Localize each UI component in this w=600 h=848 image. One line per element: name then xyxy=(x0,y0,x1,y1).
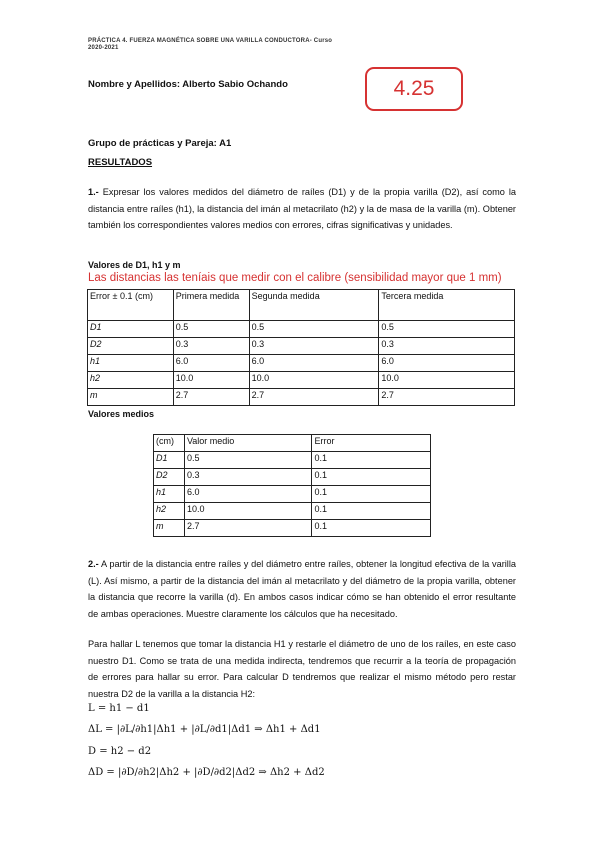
table-cell: 0.1 xyxy=(312,452,431,469)
table-header-row xyxy=(154,435,431,452)
table-cell: 2.7 xyxy=(379,389,515,406)
equation-delta-L: ΔL = |∂L/∂h1|Δh1 + |∂L/∂d1|Δd1 ⇒ Δh1 + Δd1 xyxy=(88,724,321,735)
table-row xyxy=(88,372,515,389)
student-name: Nombre y Apellidos: Alberto Sabio Ochando xyxy=(88,79,288,90)
table-row xyxy=(154,469,431,486)
table-row xyxy=(154,486,431,503)
header-line-2: 2020-2021 xyxy=(88,45,119,51)
table-cell: h1 xyxy=(88,355,174,372)
question-1 xyxy=(88,184,516,234)
table-row xyxy=(154,520,431,537)
question-1-number: 1.- xyxy=(88,187,99,197)
table-header-cell: Error xyxy=(312,435,431,452)
table-cell: 0.5 xyxy=(379,321,515,338)
equation-D: D = h2 − d2 xyxy=(88,746,152,757)
table-cell: D2 xyxy=(154,469,185,486)
document-header xyxy=(88,38,332,52)
table-cell: D1 xyxy=(88,321,174,338)
question-1-text: Expresar los valores medidos del diámetro de raíles (D1) y de la propia varilla (D2), así como la distancia entre raíles (h1), la distancia del imán al metacrilato (h2) y la de masa de la varilla (m). Obtener también los correspondientes valores medios con errores, cifras significativas y unidades. xyxy=(88,187,516,230)
table-row xyxy=(154,503,431,520)
table-cell: 0.5 xyxy=(173,321,249,338)
equation-L: L = h1 − d1 xyxy=(88,703,150,714)
table-cell: 10.0 xyxy=(184,503,312,520)
table-header-cell: Valor medio xyxy=(184,435,312,452)
table-cell: 0.3 xyxy=(173,338,249,355)
table-cell: 2.7 xyxy=(173,389,249,406)
teacher-annotation: Las distancias las teníais que medir con el calibre (sensibilidad mayor que 1 mm) xyxy=(88,272,502,284)
header-line-1: PRÁCTICA 4. FUERZA MAGNÉTICA SOBRE UNA VARILLA CONDUCTORA- Curso xyxy=(88,38,333,44)
grade-box: 4.25 xyxy=(365,67,463,111)
table-cell: h2 xyxy=(154,503,185,520)
table-row xyxy=(88,389,515,406)
table-cell: 6.0 xyxy=(379,355,515,372)
table-cell: 0.5 xyxy=(249,321,379,338)
table-cell: 6.0 xyxy=(249,355,379,372)
table-cell: 2.7 xyxy=(184,520,312,537)
table-cell: 0.3 xyxy=(379,338,515,355)
table-row xyxy=(88,355,515,372)
table-row xyxy=(88,338,515,355)
table-row xyxy=(88,321,515,338)
table-cell: m xyxy=(154,520,185,537)
means-heading: Valores medios xyxy=(88,409,155,419)
table-cell: D1 xyxy=(154,452,185,469)
group-label: Grupo de prácticas y Pareja: A1 xyxy=(88,138,232,149)
means-table xyxy=(153,434,431,537)
table-cell: 10.0 xyxy=(249,372,379,389)
table-cell: 10.0 xyxy=(379,372,515,389)
table-header-cell: Tercera medida xyxy=(379,290,515,321)
results-heading: RESULTADOS xyxy=(88,157,153,168)
table-cell: 10.0 xyxy=(173,372,249,389)
question-2-number: 2.- xyxy=(88,559,99,569)
table-cell: 6.0 xyxy=(173,355,249,372)
answer-2: Para hallar L tenemos que tomar la distancia H1 y restarle el diámetro de uno de los raíles, en este caso nuestro D1. Como se trata de una medida indirecta, tendremos que recurrir a la teoría de propagación de errores para hallar su error. Para calcular D tendremos que realizar el mismo método pero restar nuestra D2 de la varilla a la distancia H2: xyxy=(88,639,516,699)
table-cell: 0.1 xyxy=(312,486,431,503)
question-2 xyxy=(88,556,516,622)
measurements-table xyxy=(87,289,515,406)
table-cell: h2 xyxy=(88,372,174,389)
table-header-cell: Error ± 0.1 (cm) xyxy=(88,290,174,321)
table-header-cell: (cm) xyxy=(154,435,185,452)
table-cell: 0.1 xyxy=(312,469,431,486)
table-cell: 0.1 xyxy=(312,520,431,537)
table-cell: 0.1 xyxy=(312,503,431,520)
table-cell: 0.3 xyxy=(249,338,379,355)
values-heading: Valores de D1, h1 y m xyxy=(88,260,181,270)
table-header-row xyxy=(88,290,515,321)
table-cell: m xyxy=(88,389,174,406)
table-cell: 0.3 xyxy=(184,469,312,486)
table-row xyxy=(154,452,431,469)
table-cell: h1 xyxy=(154,486,185,503)
table-header-cell: Segunda medida xyxy=(249,290,379,321)
question-2-text: A partir de la distancia entre raíles y del diámetro entre raíles, obtener la longitud efectiva de la varilla (L). Así mismo, a partir de la distancia del imán al metacrilato y del diámetro de la propia varilla, obtener la distancia que recorre la varilla (d). En ambos casos indicar cómo se han obtenido el error resultante de ambas operaciones. Muestre claramente los cálculos que ha necesitado. xyxy=(88,559,516,619)
table-cell: 0.5 xyxy=(184,452,312,469)
equation-delta-D: ΔD = |∂D/∂h2|Δh2 + |∂D/∂d2|Δd2 ⇒ Δh2 + Δd2 xyxy=(88,767,325,778)
table-header-cell: Primera medida xyxy=(173,290,249,321)
table-cell: 6.0 xyxy=(184,486,312,503)
table-cell: 2.7 xyxy=(249,389,379,406)
table-cell: D2 xyxy=(88,338,174,355)
